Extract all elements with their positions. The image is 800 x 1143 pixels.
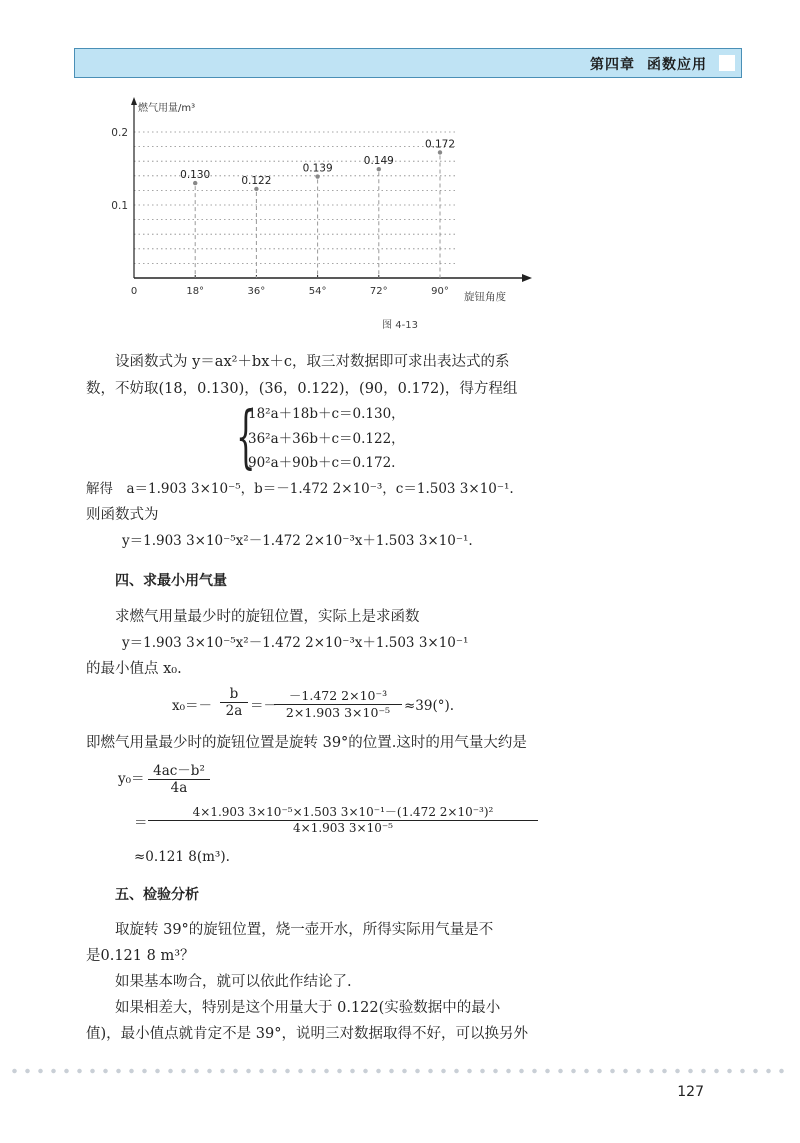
paragraph-6-line-2: 值)，最小值点就肯定不是 39°，说明三对数据取得不好，可以换另外 — [86, 1026, 528, 1042]
figure-caption: 图 4-13 — [382, 320, 418, 331]
x-axis-label: 旋钮角度 — [464, 291, 506, 303]
data-value-label: 0.130 — [180, 169, 211, 182]
chart-axes — [111, 97, 532, 303]
solution-line: 解得 a＝1.903 3×10⁻⁵，b＝－1.472 2×10⁻³，c＝1.503 3×10⁻¹. — [86, 481, 514, 497]
equation-system-brace: { — [236, 398, 256, 477]
data-point — [377, 167, 381, 171]
chapter-header-bar — [74, 48, 742, 78]
y0-fraction-2-denominator: 4×1.903 3×10⁻⁵ — [293, 821, 393, 835]
y0-equals: ＝ — [134, 815, 148, 831]
y0-lhs: y₀＝ — [118, 771, 145, 787]
x0-fraction-1-denominator: 2a — [225, 703, 243, 719]
y0-fraction-1-numerator: 4ac－b² — [148, 759, 210, 780]
paragraph-2-function: y＝1.903 3×10⁻⁵x²－1.472 2×10⁻³x＋1.503 3×10⁻¹ — [122, 635, 469, 651]
x-tick-label: 90° — [431, 286, 449, 297]
y0-fraction-1-denominator: 4a — [170, 780, 188, 796]
data-value-label: 0.139 — [302, 162, 333, 175]
data-value-label: 0.149 — [363, 155, 394, 168]
y-tick-label: 0.2 — [111, 127, 128, 139]
data-point — [438, 150, 442, 154]
x0-equals: ＝－ — [250, 698, 277, 714]
x0-result: ≈39(°). — [404, 698, 455, 714]
paragraph-6-line-1: 如果相差大，特别是这个用量大于 0.122(实验数据中的最小 — [115, 1000, 501, 1016]
data-point — [193, 181, 197, 185]
paragraph-2-line-3: 的最小值点 x₀. — [86, 661, 182, 677]
x0-fraction-1 — [220, 686, 248, 719]
paragraph-3: 即燃气用量最少时的旋钮位置是旋转 39°的位置.这时的用气量大约是 — [86, 735, 527, 751]
x-tick-label: 0 — [130, 286, 138, 297]
equation-1: 18²a＋18b＋c＝0.130， — [248, 406, 405, 422]
x0-fraction-2 — [274, 686, 402, 720]
data-value-label: 0.172 — [424, 138, 456, 151]
x0-fraction-2-numerator: －1.472 2×10⁻³ — [274, 686, 402, 705]
x0-fraction-1-numerator: b — [220, 686, 248, 703]
section-5-title: 五、检验分析 — [115, 887, 199, 903]
y-axis-arrow — [131, 97, 137, 105]
data-value-label: 0.122 — [241, 174, 272, 187]
equation-3: 90²a＋90b＋c＝0.172. — [248, 455, 396, 471]
y0-result: ≈0.121 8(m³). — [134, 849, 230, 865]
paragraph-4-line-2: 是0.121 8 m³？ — [86, 948, 195, 964]
header-square-decoration — [719, 55, 735, 71]
y0-fraction-2-numerator: 4×1.903 3×10⁻⁵×1.503 3×10⁻¹－(1.472 2×10⁻³)² — [148, 803, 538, 821]
x-axis-arrow — [522, 274, 532, 282]
y0-fraction-1 — [148, 759, 210, 796]
chapter-heading — [590, 54, 707, 74]
chart-grid — [134, 132, 458, 263]
y-axis-label: 燃气用量/m³ — [138, 103, 196, 114]
x0-fraction-2-denominator: 2×1.903 3×10⁻⁵ — [285, 705, 391, 720]
chapter-number: 第四章 — [590, 57, 635, 73]
paragraph-1-line-1: 设函数式为 y＝ax²＋bx＋c，取三对数据即可求出表达式的系 — [115, 354, 510, 370]
gas-usage-chart — [110, 95, 540, 310]
function-expression: y＝1.903 3×10⁻⁵x²－1.472 2×10⁻³x＋1.503 3×10⁻¹. — [122, 533, 473, 549]
section-4-title: 四、求最小用气量 — [115, 573, 227, 589]
footer-dotted-rule — [8, 1067, 792, 1075]
x-tick-label: 72° — [369, 286, 388, 297]
x-tick-label: 18° — [186, 286, 205, 297]
then-line: 则函数式为 — [86, 507, 159, 523]
y-tick-label: 0.1 — [111, 200, 128, 212]
paragraph-2-line-1: 求燃气用量最少时的旋钮位置，实际上是求函数 — [115, 609, 420, 625]
x-tick-label: 54° — [308, 286, 327, 297]
chart-marks — [180, 138, 455, 278]
chapter-title: 函数应用 — [647, 57, 707, 73]
paragraph-1-line-2: 数，不妨取(18，0.130)，(36，0.122)，(90，0.172)，得方程组 — [86, 381, 518, 397]
paragraph-5: 如果基本吻合，就可以依此作结论了. — [115, 974, 352, 990]
page-number: 127 — [677, 1084, 704, 1100]
data-point — [254, 187, 258, 191]
x0-lhs: x₀＝－ — [172, 698, 213, 714]
y0-fraction-2 — [148, 803, 538, 835]
equation-2: 36²a＋36b＋c＝0.122， — [248, 431, 405, 447]
paragraph-4-line-1: 取旋转 39°的旋钮位置，烧一壶开水，所得实际用气量是不 — [115, 922, 494, 938]
data-point — [315, 174, 319, 178]
x-tick-label: 36° — [247, 286, 266, 297]
